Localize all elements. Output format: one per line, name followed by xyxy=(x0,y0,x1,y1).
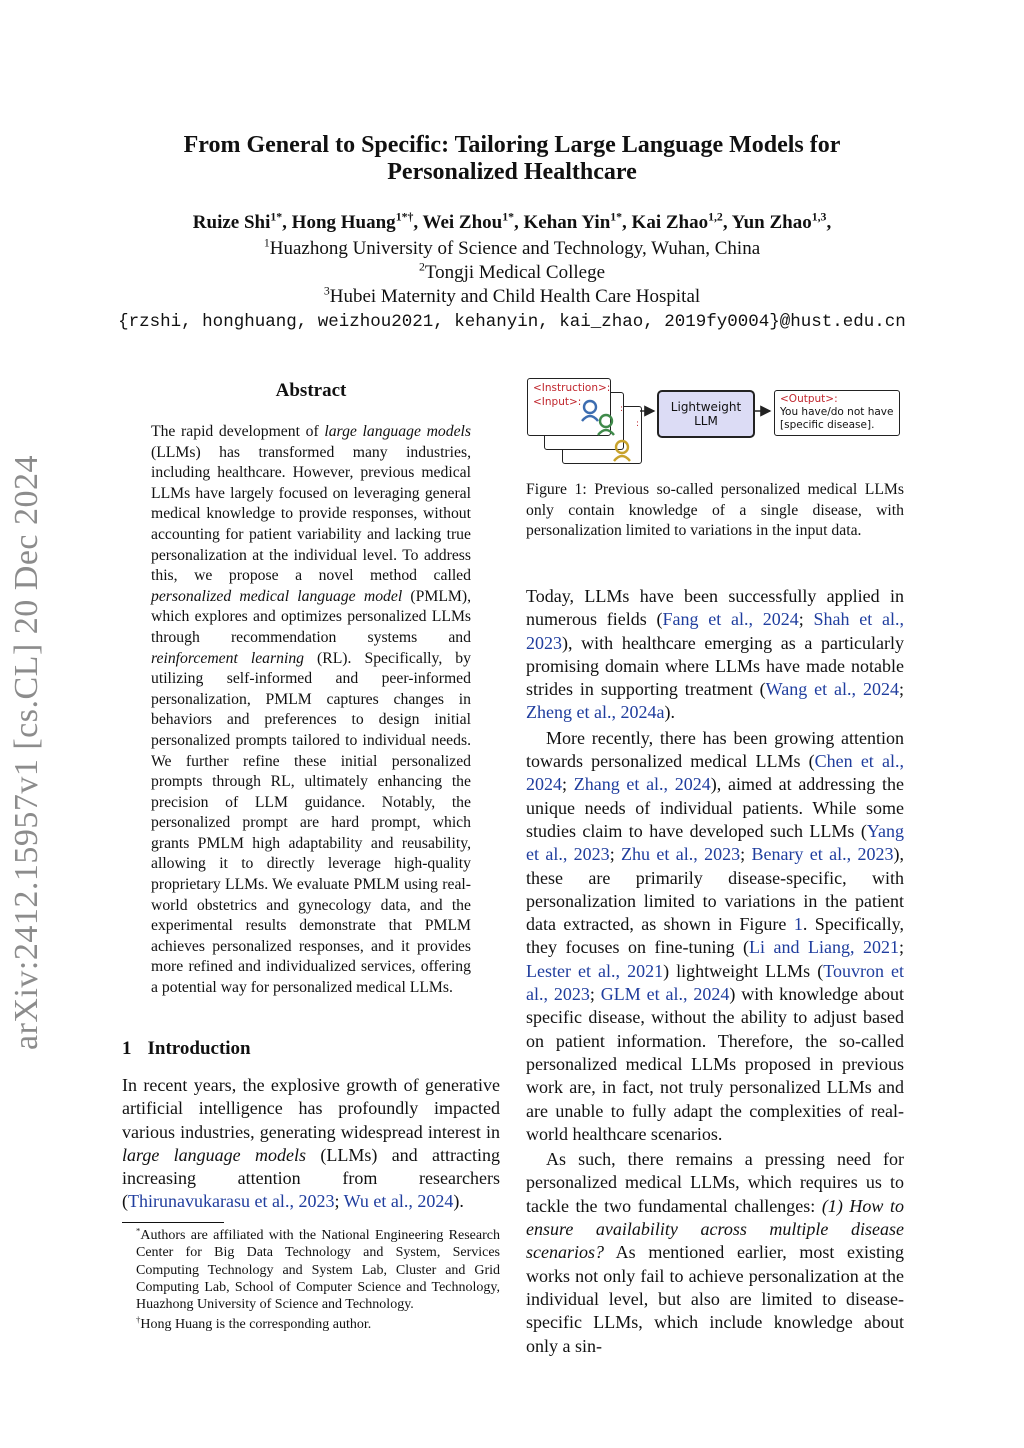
citation-link[interactable]: Zheng et al., 2024a xyxy=(526,702,665,723)
footnote-rule xyxy=(122,1222,224,1223)
llm-label-line-1: Lightweight xyxy=(670,400,742,414)
footnote-mark: † xyxy=(136,1314,141,1325)
body-text: ), these are primarily disease-specific, with personalization limited to variations in the patient data extracted, as shown in Figure xyxy=(526,844,904,935)
author-sup: 1* xyxy=(270,210,283,224)
footnote-text: Authors are affiliated with the National Engineering Research Center for Big Data Technology and System, Services Computing Technology and System Lab, Cluster and Grid Computing Lab, School of Computer Science and Technology, Huazhong University of Science and Technology. xyxy=(136,1228,500,1313)
abstract-text: (PMLM), which explores and optimizes personalized LLMs through recommendation systems and xyxy=(151,587,471,646)
lightweight-llm-box xyxy=(657,390,755,438)
body-paragraph: More recently, there has been growing attention towards personalized medical LLMs (Chen et al., 2024; Zhang et al., 2024), aimed at addressing the unique needs of individual patients. While some studies claim to have developed such LLMs (Yang et al., 2023; Zhu et al., 2023; Benary et al., 2023), these are primarily disease-specific, with personalization limited to variations in the patient data extracted, as shown in Figure 1. Specifically, they focuses on fine-tuning (Li and Liang, 2021; Lester et al., 2021) lightweight LLMs (Touvron et al., 2023; GLM et al., 2024) with knowledge about specific disease, without the ability to adjust based on patient information. Therefore, the so-called personalized medical LLMs proposed in previous work are, in fact, not truly personalized LLMs and are unable to fully adapt the complexities of real-world healthcare scenarios. xyxy=(526,727,905,1144)
body-text: ; xyxy=(334,1191,344,1212)
author-sup: 1,2 xyxy=(708,210,723,224)
author-emails: {rzshi, honghuang, weizhou2021, kehanyin, kai_zhao, 2019fy0004}@hust.edu.cn xyxy=(118,312,906,332)
body-text: ) lightweight LLMs ( xyxy=(663,960,824,981)
figure-reference-link[interactable]: 1 xyxy=(793,914,803,935)
citation-link[interactable]: Chen et al., 2024 xyxy=(526,751,904,795)
author-sup: 1* xyxy=(502,210,515,224)
output-text-line-1: You have/do not have xyxy=(780,406,894,418)
citation-link[interactable]: Wu et al., 2024 xyxy=(343,1191,454,1212)
abstract-italic: large language models xyxy=(324,423,472,440)
affiliation-text: Tongji Medical College xyxy=(424,262,606,283)
author-sup: 1,3 xyxy=(811,210,827,224)
author: Kehan Yin xyxy=(523,212,611,233)
affiliation-text: Hubei Maternity and Child Health Care Hospital xyxy=(329,286,701,307)
section-title: Introduction xyxy=(147,1038,251,1059)
title-line-2: Personalized Healthcare xyxy=(387,159,637,185)
author: Yun Zhao xyxy=(731,212,812,233)
citation-link[interactable]: Shah et al., 2023 xyxy=(526,609,904,653)
citation-link[interactable]: Fang et al., 2024 xyxy=(662,609,799,630)
author-sup: 1* xyxy=(610,210,623,224)
llm-label-line-2: LLM xyxy=(694,414,718,428)
paper-title xyxy=(100,132,924,186)
body-text: ), aimed at addressing the unique needs of individual patients. While some studies claim to have developed such LLMs ( xyxy=(526,774,904,841)
body-text: More recently, there has been growing attention towards personalized medical LLMs ( xyxy=(526,727,904,772)
body-text: As such, there remains a pressing need for personalized medical LLMs, which requires us to tackle the two fundamental challenges: xyxy=(526,1149,904,1216)
citation-link[interactable]: GLM et al., 2024 xyxy=(600,984,730,1005)
author-sup: 1*† xyxy=(395,210,414,224)
citation-link[interactable]: Thirunavukarasu et al., 2023 xyxy=(128,1191,335,1212)
abstract-text: (LLMs) has transformed many industries, including healthcare. However, previous medical LLMs have largely focused on leveraging general medical knowledge to provide responses, without accounting for patient variability and lacking true personalization at the individual level. To address this, we propose a novel method called xyxy=(151,443,471,585)
figure-1 xyxy=(526,374,906,474)
affiliation-2 xyxy=(60,262,964,284)
abstract-body xyxy=(151,422,471,999)
author: Ruize Shi xyxy=(192,212,271,233)
right-column-body xyxy=(526,585,904,1358)
body-text: ). xyxy=(664,702,675,723)
footnotes xyxy=(122,1227,500,1334)
section-heading-introduction xyxy=(122,1038,251,1060)
body-paragraph: Today, LLMs have been successfully applied in numerous fields (Fang et al., 2024; Shah et al., 2023), with healthcare emerging as a particularly promising domain where LLMs have made notable strides in supporting treatment (Wang et al., 2024; Zheng et al., 2024a). xyxy=(526,586,904,723)
body-text: As mentioned earlier, most existing works not only fail to achieve personalization at the individual level, but also are limited to disease-specific LLMs, which include knowledge about only a sin- xyxy=(526,1242,904,1356)
affiliation-1 xyxy=(60,238,964,260)
intro-paragraph xyxy=(122,1074,500,1214)
abstract-heading: Abstract xyxy=(275,380,347,401)
body-text: ) with knowledge about specific disease, without the ability to adjust based on patient information. Therefore, the so-called personalized medical LLMs proposed in previous work are, in fact, not truly personalized LLMs and are unable to fully adapt the complexities of real-world healthcare scenarios. xyxy=(526,984,904,1144)
citation-link[interactable]: Zhang et al., 2024 xyxy=(573,774,711,795)
input-label: <Input>: xyxy=(533,396,582,408)
card-colon-mark: : xyxy=(620,404,624,414)
arxiv-stamp: arXiv:2412.15957v1 [cs.CL] 20 Dec 2024 xyxy=(8,454,45,1050)
card-colon-mark: : xyxy=(636,419,640,429)
affiliation-sup: 3 xyxy=(323,284,330,298)
citation-link[interactable]: Touvron et al., 2023 xyxy=(526,960,904,1005)
body-italic: (1) How to ensure availability across multiple disease scenarios? xyxy=(526,1195,904,1263)
instruction-label: <Instruction>: xyxy=(533,382,611,394)
citation-link[interactable]: Benary et al., 2023 xyxy=(751,844,894,865)
title-line-1: From General to Specific: Tailoring Large Language Models for xyxy=(183,132,841,158)
figure-1-caption: Figure 1: Previous so-called personalized medical LLMs only contain knowledge of a single disease, with personalization limited to variations in the input data. xyxy=(526,481,904,540)
affiliation-text: Huazhong University of Science and Technology, Wuhan, China xyxy=(269,238,761,259)
section-number: 1 xyxy=(122,1038,132,1059)
output-box xyxy=(774,390,900,436)
affiliation-sup: 1 xyxy=(263,236,270,250)
citation-link[interactable]: Zhu et al., 2023 xyxy=(621,844,741,865)
author: Wei Zhou xyxy=(422,212,503,233)
author: Kai Zhao xyxy=(631,212,709,233)
body-text: ). xyxy=(453,1191,464,1212)
abstract-text: (RL). Specifically, by utilizing self-informed and peer-informed personalization, PMLM captures changes in behaviors and preferences to design initial personalized prompts tailored to individual needs. We further refine these initial personalized prompts through RL, ultimately enhancing the precision of LLM guidance. Notably, the personalized prompt are hard prompt, which grants PMLM high adaptability and reusability, allowing it to directly leverage high-quality proprietary LLMs. We evaluate PMLM using real-world obstetrics and gynecology data, and the experimental results demonstrate that PMLM achieves personalized responses, and it provides more refined and individualized services, offering a potential way for personalized medical LLMs. xyxy=(151,649,471,997)
abstract-italic: personalized medical language model xyxy=(151,587,403,605)
output-label: <Output>: xyxy=(780,393,838,405)
citation-link[interactable]: Yang et al., 2023 xyxy=(526,820,904,865)
body-text: (LLMs) and attracting increasing attention from researchers ( xyxy=(122,1144,500,1212)
affiliation-sup: 2 xyxy=(418,260,425,274)
abstract-italic: reinforcement learning xyxy=(151,649,305,667)
body-italic: large language models xyxy=(122,1144,307,1165)
body-paragraph xyxy=(526,1148,904,1358)
body-text: . Specifically, they focuses on fine-tuning ( xyxy=(526,914,905,958)
abstract-text: The rapid development of xyxy=(151,423,325,440)
citation-link[interactable]: Lester et al., 2021 xyxy=(526,960,664,981)
citation-link[interactable]: Wang et al., 2024 xyxy=(765,679,899,700)
citation-link[interactable]: Li and Liang, 2021 xyxy=(748,937,899,958)
footnote-2 xyxy=(122,1316,500,1333)
output-text-line-2: [specific disease]. xyxy=(780,419,875,431)
footnote-1 xyxy=(122,1227,500,1313)
author-list: Ruize Shi$^{1*}$, Hong Huang$^{1*\dagger}$, Wei Zhou$^{1*}$, Kehan Yin$^{1*}$, Kai Zhao$^{1,2}$, Yun Zhao$^{1,3}$, xyxy=(192,210,832,233)
body-text: Today, LLMs have been successfully applied in numerous fields ( xyxy=(526,586,904,630)
affiliation-3 xyxy=(60,286,964,308)
author: Hong Huang xyxy=(291,212,396,233)
footnote-mark: * xyxy=(136,1225,141,1236)
body-text: ), with healthcare emerging as a particularly promising domain where LLMs have made notable strides in supporting treatment ( xyxy=(526,632,904,700)
body-text: In recent years, the explosive growth of generative artificial intelligence has profoundly impacted various industries, generating widespread interest in xyxy=(122,1075,500,1142)
footnote-text: Hong Huang is the corresponding author. xyxy=(140,1317,372,1333)
